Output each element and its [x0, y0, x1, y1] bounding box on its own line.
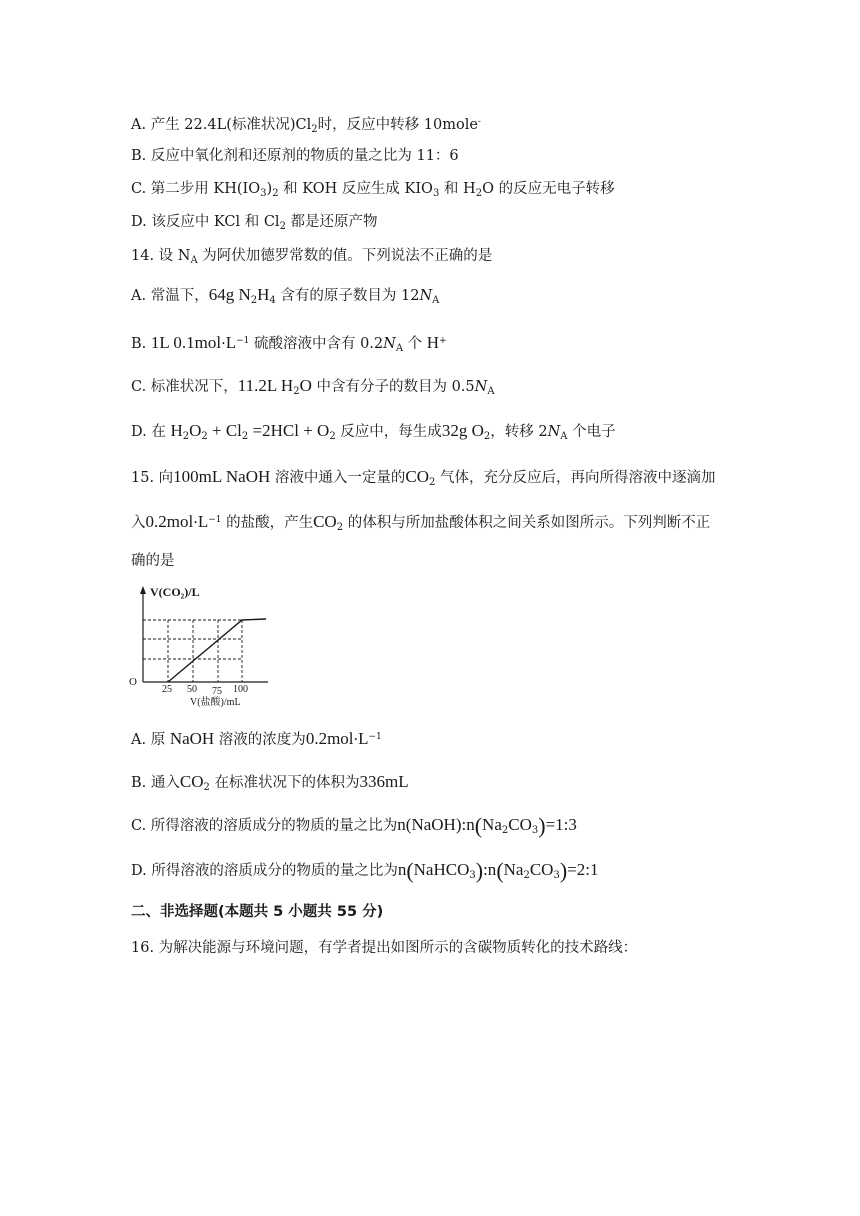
q13-option-b: B. 反应中氧化剂和还原剂的物质的量之比为 11：6	[131, 148, 459, 164]
origin-label: O	[129, 676, 137, 688]
section-heading: 二、非选择题(本题共 5 小题共 55 分)	[131, 904, 384, 920]
q13-option-c: C. 第二步用 $KH(IO_3)_2$ 和 KOH 反应生成 $KIO_3$ 和 $H_2O$ 的反应无电子转移	[131, 181, 615, 199]
x-tick-100: 100	[233, 684, 248, 695]
q15-stem-line-3: 确的是	[131, 553, 175, 569]
q13-option-d: D. 该反应中 KCl 和 $Cl_2$ 都是还原产物	[131, 214, 378, 232]
q16-stem: 16. 为解决能源与环境问题，有学者提出如图所示的含碳物质转化的技术路线：	[131, 940, 638, 956]
q15-stem-line-1: 15. 向100mL NaOH 溶液中通入一定量的$CO_2$ 气体，充分反应后，再向所得溶液中逐滴加	[131, 467, 716, 488]
co2-volume-graph	[128, 582, 278, 710]
y-axis-label: V(CO₂)/L	[150, 585, 200, 599]
y-axis-arrow	[140, 586, 146, 594]
q14-option-d: D. 在 $H_2O_2 + Cl_2 =2HCl + O_2$ 反应中，每生成32g $O_2$，转移 $2N_A$ 个电子	[131, 421, 616, 442]
q14-option-a: A. 常温下，64g $N_2H_4$ 含有的原子数目为 $12N_A$	[131, 285, 440, 306]
co2-curve	[168, 619, 266, 682]
q14-stem: 14. 设 $N_A$ 为阿伏加德罗常数的值。下列说法不正确的是	[131, 248, 493, 266]
grid-lines	[143, 620, 242, 682]
q15-option-b: B. 通入$CO_2$ 在标准状况下的体积为336mL	[131, 772, 409, 793]
q14-option-b: B. 1L $0.1mol\cdot L^{-1}$ 硫酸溶液中含有 $0.2N_A$ 个 H+	[131, 333, 447, 354]
q14-option-c: C. 标准状况下，11.2L $H_2O$ 中含有分子的数目为 $0.5N_A$	[131, 376, 495, 397]
q15-option-c: C. 所得溶液的溶质成分的物质的量之比为$n(NaOH):n(Na_2CO_3)=1:3$	[131, 813, 577, 838]
q13-option-a: A. 产生 22.4L(标准状况)$Cl_2$时，反应中转移 10mole-	[131, 117, 481, 135]
x-tick-75: 75	[212, 686, 222, 697]
x-axis-label: V(盐酸)/mL	[190, 697, 241, 708]
q15-stem-line-2: 入$0.2mol\cdot L^{-1}$ 的盐酸，产生$CO_2$ 的体积与所加盐酸体积之间关系如图所示。下列判断不正	[131, 512, 711, 533]
x-tick-25: 25	[162, 684, 172, 695]
q15-option-d: D. 所得溶液的溶质成分的物质的量之比为$n(NaHCO_3):n(Na_2CO_3)=2:1$	[131, 858, 599, 883]
x-tick-50: 50	[187, 684, 197, 695]
q15-option-a: A. 原 NaOH 溶液的浓度为$0.2mol\cdot L^{-1}$	[131, 729, 382, 748]
